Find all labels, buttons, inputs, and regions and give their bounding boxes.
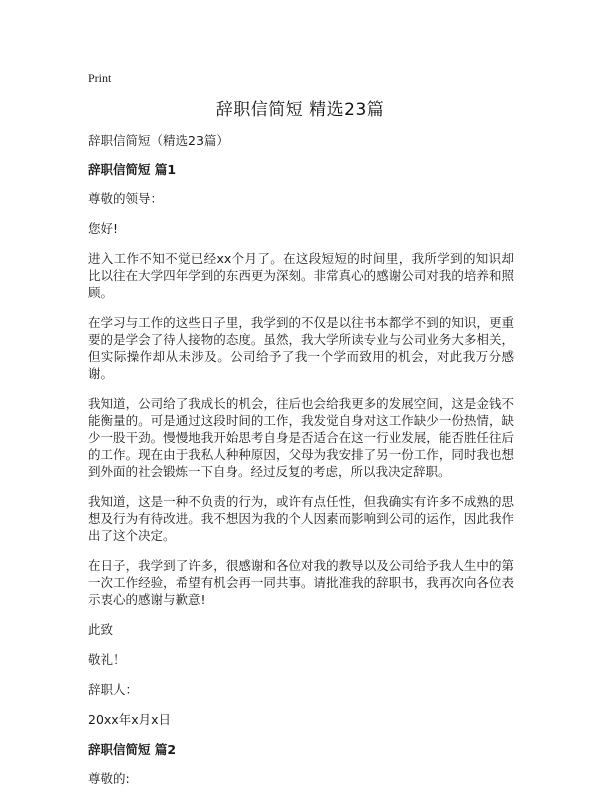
section-heading-1: 辞职信简短 篇1 [88,162,177,177]
section-heading-2: 辞职信简短 篇2 [88,742,177,757]
paragraph-1: 进入工作不知不觉已经xx个月了。在这段短短的时间里，我所学到的知识却比以往在大学四年学到的东西更为深刻。非常真心的感谢公司对我的培养和照顾。 [88,251,514,300]
paragraph-4: 我知道，这是一种不负责的行为，或许有点任性，但我确实有许多不成熟的思想及行为有待改进。我不想因为我的个人因素而影响到公司的运作，因此我作出了这个决定。 [88,494,514,543]
paragraph-5: 在日子，我学到了许多，很感谢和各位对我的教导以及公司给予我人生中的第一次工作经验，希望有机会再一同共事。请批准我的辞职书，我再次向各位表示衷心的感谢与歉意! [88,558,514,607]
greeting-1: 您好! [88,221,119,236]
closing-line-2: 敬礼！ [88,652,126,667]
salutation-1: 尊敬的领导： [88,191,164,206]
document-title: 辞职信简短 精选23篇 [215,100,385,120]
signature-date: 20xx年x月x日 [88,712,171,727]
print-label: Print [88,71,112,85]
paragraph-3: 我知道，公司给了我成长的机会，往后也会给我更多的发展空间，这是金钱不能衡量的。可是通过这段时间的工作，我发觉自身对这工作缺少一份热情，缺少一股干劲。慢慢地我开始思考自身是否适合在这一行业发展，能否胜任往后的工作。现在由于我私人种种原因，父母为我安排了另一份工作，同时我也想到外面的社会锻炼一下自身。经过反复的考虑，所以我决定辞职。 [88,396,514,479]
signer-label: 辞职人： [88,682,139,697]
closing-line-1: 此致 [88,622,114,637]
document-subtitle: 辞职信简短（精选23篇） [88,133,229,148]
paragraph-2: 在学习与工作的这些日子里，我学到的不仅是以往书本都学不到的知识，更重要的是学会了待人接物的态度。虽然，我大学所读专业与公司业务大多相关，但实际操作却从未涉及。公司给予了我一个学而致用的机会，对此我万分感谢。 [88,315,514,381]
document-body [88,132,514,800]
salutation-2: 尊敬的: [88,771,130,786]
